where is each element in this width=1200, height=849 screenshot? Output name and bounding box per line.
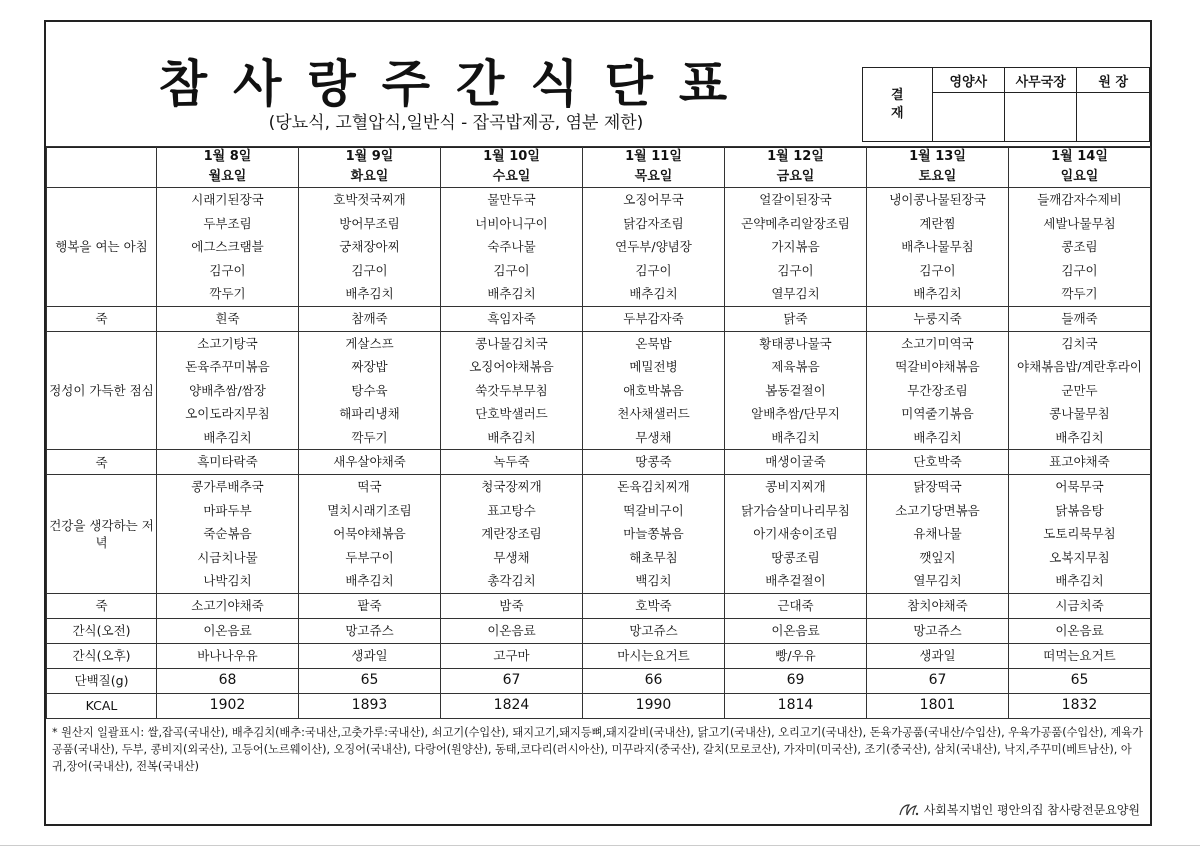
dinner-cell: [441, 475, 583, 594]
breakfast-cell: [299, 188, 441, 307]
menu-item: 방어무조림: [339, 215, 400, 231]
snack-morning-row: [47, 618, 1151, 643]
approval-sign-box: [1077, 93, 1150, 142]
leaf-logo-icon: [898, 803, 920, 817]
breakfast-row: [47, 188, 1151, 307]
snack-afternoon-cell: 떠먹는요거트: [1009, 643, 1151, 668]
menu-item: 마늘쫑볶음: [623, 526, 684, 541]
protein-cell: 67: [867, 668, 1009, 693]
menu-item: 곤약메추리알장조림: [741, 215, 850, 231]
menu-item: 열무김치: [913, 573, 962, 588]
menu-item: 깍두기: [351, 429, 388, 445]
day-date: 1월 9일: [345, 149, 394, 164]
menu-item: 돈육주꾸미볶음: [185, 359, 270, 374]
porridge-cell: 참깨죽: [299, 306, 441, 331]
porridge-cell: 매생이굴죽: [725, 450, 867, 475]
snack-afternoon-cell: 생과일: [867, 643, 1009, 668]
corner-cell: [47, 147, 157, 188]
menu-item: 가지볶음: [771, 239, 820, 254]
organization-signature: [898, 801, 1140, 818]
menu-item: 콩가루배추국: [191, 479, 264, 494]
menu-item: 도토리묵무침: [1043, 526, 1116, 541]
menu-item: 숙주나물: [487, 239, 536, 254]
porridge-cell: 흑임자죽: [441, 306, 583, 331]
snack-afternoon-cell: 생과일: [299, 643, 441, 668]
menu-item: 배추겉절이: [765, 573, 826, 588]
porridge-cell: 새우살야채죽: [299, 450, 441, 475]
menu-item: 김구이: [351, 262, 388, 278]
porridge-cell: 누룽지죽: [867, 306, 1009, 331]
menu-item: 봄동겉절이: [765, 382, 826, 398]
approval-role-director: 원 장: [1077, 68, 1150, 93]
protein-cell: 68: [157, 668, 299, 693]
menu-item: 떡갈비구이: [623, 502, 684, 518]
kcal-cell: 1832: [1009, 693, 1151, 718]
menu-item: 오징어야채볶음: [469, 359, 554, 374]
day-weekday: 화요일: [350, 169, 389, 184]
menu-item: 호박젓국찌개: [333, 192, 406, 207]
breakfast-cell: [1009, 188, 1151, 307]
day-weekday: 일요일: [1060, 169, 1099, 184]
dinner-cell: [299, 475, 441, 594]
protein-cell: 69: [725, 668, 867, 693]
protein-cell: 67: [441, 668, 583, 693]
snack-afternoon-label: 간식(오후): [47, 643, 157, 668]
menu-item: 배추김치: [913, 286, 962, 301]
menu-item: 얼갈이된장국: [759, 192, 832, 207]
menu-item: 김구이: [493, 262, 530, 278]
menu-item: 소고기미역국: [901, 335, 974, 351]
lunch-cell: [725, 331, 867, 450]
lunch-cell: [867, 331, 1009, 450]
menu-item: 시금치나물: [197, 549, 258, 565]
dinner-row: [47, 475, 1151, 594]
menu-item: 닭가슴살미나리무침: [741, 502, 850, 518]
breakfast-label: 행복을 여는 아침: [47, 188, 157, 307]
menu-item: 배추김치: [771, 429, 820, 445]
porridge-cell: 시금치죽: [1009, 593, 1151, 618]
approval-box: [862, 67, 1150, 142]
menu-item: 황태콩나물국: [759, 335, 832, 351]
menu-item: 애호박볶음: [623, 382, 684, 398]
menu-item: 배추김치: [345, 573, 394, 588]
approval-sign-box: [932, 93, 1004, 142]
kcal-cell: 1824: [441, 693, 583, 718]
menu-item: 세발나물무침: [1043, 215, 1116, 231]
porridge-cell: 호박죽: [583, 593, 725, 618]
day-date: 1월 13일: [909, 149, 966, 164]
menu-item: 김구이: [209, 262, 246, 278]
menu-item: 어묵무국: [1055, 479, 1104, 494]
day-header: [299, 147, 441, 188]
day-header: [583, 147, 725, 188]
menu-item: 닭장떡국: [913, 479, 962, 494]
day-weekday: 목요일: [634, 169, 673, 184]
breakfast-cell: [867, 188, 1009, 307]
porridge-cell: 두부감자죽: [583, 306, 725, 331]
menu-item: 총각김치: [487, 573, 536, 588]
menu-item: 해초무침: [629, 549, 678, 565]
menu-item: 야채볶음밥/계란후라이: [1017, 359, 1142, 374]
porridge-cell: 흑미타락죽: [157, 450, 299, 475]
porridge-label: 죽: [47, 450, 157, 475]
menu-item: 두부구이: [345, 549, 394, 565]
menu-item: 깍두기: [209, 286, 246, 301]
menu-item: 닭볶음탕: [1055, 502, 1104, 518]
protein-label: 단백질(g): [47, 668, 157, 693]
snack-morning-cell: 망고쥬스: [867, 618, 1009, 643]
menu-item: 궁채장아찌: [339, 239, 400, 254]
menu-item: 배추나물무침: [901, 239, 974, 254]
menu-item: 무생채: [493, 549, 530, 565]
menu-item: 아기새송이조림: [753, 526, 838, 541]
menu-item: 백김치: [635, 573, 672, 588]
protein-cell: 66: [583, 668, 725, 693]
dinner-cell: [725, 475, 867, 594]
menu-item: 청국장찌개: [481, 479, 542, 494]
menu-item: 배추김치: [913, 429, 962, 445]
day-date: 1월 11일: [625, 149, 682, 164]
menu-item: 천사채샐러드: [617, 406, 690, 421]
page-subtitle: (당뇨식, 고혈압식,일반식 - 잡곡밥제공, 염분 제한): [268, 113, 644, 133]
menu-item: 죽순볶음: [203, 526, 252, 541]
menu-item: 유채나물: [913, 526, 962, 541]
porridge-cell: 팥죽: [299, 593, 441, 618]
snack-morning-cell: 이온음료: [1009, 618, 1151, 643]
day-weekday: 수요일: [492, 169, 531, 184]
page-title: 참사랑주간식단표: [158, 55, 754, 113]
menu-item: 에그스크램블: [191, 239, 264, 254]
date-header-row: [47, 147, 1151, 188]
lunch-cell: [299, 331, 441, 450]
porridge-label: 죽: [47, 306, 157, 331]
kcal-cell: 1902: [157, 693, 299, 718]
approval-sign-box: [1005, 93, 1077, 142]
approval-side-label: 결 재: [863, 68, 933, 142]
kcal-row: [47, 693, 1151, 718]
porridge-cell: 표고야채죽: [1009, 450, 1151, 475]
menu-table: [46, 146, 1151, 719]
menu-item: 소고기탕국: [197, 335, 258, 351]
dinner-cell: [1009, 475, 1151, 594]
menu-item: 소고기당면볶음: [895, 502, 980, 518]
menu-item: 무간장조림: [907, 382, 968, 398]
menu-item: 콩비지찌개: [765, 479, 826, 494]
menu-item: 배추김치: [1055, 573, 1104, 588]
breakfast-cell: [157, 188, 299, 307]
menu-item: 메밀전병: [629, 359, 678, 374]
protein-cell: 65: [1009, 668, 1151, 693]
menu-item: 배추김치: [487, 429, 536, 445]
snack-afternoon-cell: 고구마: [441, 643, 583, 668]
menu-item: 어묵야채볶음: [333, 526, 406, 541]
snack-afternoon-cell: 바나나우유: [157, 643, 299, 668]
menu-item: 콩조림: [1061, 239, 1098, 254]
menu-item: 김구이: [1061, 262, 1098, 278]
day-header: [725, 147, 867, 188]
snack-morning-cell: 이온음료: [441, 618, 583, 643]
snack-afternoon-cell: 마시는요거트: [583, 643, 725, 668]
menu-item: 탕수육: [351, 382, 388, 398]
menu-item: 오이도라지무침: [185, 406, 270, 421]
menu-item: 닭감자조림: [623, 215, 684, 231]
kcal-cell: 1801: [867, 693, 1009, 718]
menu-item: 두부조림: [203, 215, 252, 231]
snack-morning-label: 간식(오전): [47, 618, 157, 643]
dinner-cell: [583, 475, 725, 594]
menu-item: 게살스프: [345, 335, 394, 351]
protein-cell: 65: [299, 668, 441, 693]
kcal-label: KCAL: [47, 693, 157, 718]
porridge-cell: 닭죽: [725, 306, 867, 331]
menu-item: 김구이: [777, 262, 814, 278]
menu-item: 너비아니구이: [475, 215, 548, 231]
menu-item: 배추김치: [1055, 429, 1104, 445]
lunch-row: [47, 331, 1151, 450]
lunch-label: 정성이 가득한 점심: [47, 331, 157, 450]
menu-item: 쑥갓두부무침: [475, 382, 548, 398]
menu-item: 땅콩조림: [771, 549, 820, 565]
menu-item: 온묵밥: [635, 335, 672, 351]
snack-morning-cell: 망고쥬스: [583, 618, 725, 643]
menu-item: 오복지무침: [1049, 549, 1110, 565]
menu-item: 김구이: [635, 262, 672, 278]
menu-item: 짜장밥: [351, 359, 388, 374]
menu-item: 물만두국: [487, 192, 536, 207]
day-date: 1월 12일: [767, 149, 824, 164]
porridge-cell: 밤죽: [441, 593, 583, 618]
scan-edge-line: [0, 845, 1200, 846]
menu-item: 표고탕수: [487, 502, 536, 518]
kcal-cell: 1990: [583, 693, 725, 718]
menu-item: 양배추쌈/쌈장: [189, 382, 266, 398]
breakfast-cell: [583, 188, 725, 307]
day-weekday: 금요일: [776, 169, 815, 184]
menu-item: 계란찜: [919, 215, 956, 231]
snack-morning-cell: 이온음료: [157, 618, 299, 643]
menu-item: 배추김치: [487, 286, 536, 301]
lunch-cell: [157, 331, 299, 450]
menu-item: 마파두부: [203, 502, 252, 518]
menu-item: 제육볶음: [771, 359, 820, 374]
approval-role-manager: 사무국장: [1005, 68, 1077, 93]
menu-item: 배추김치: [345, 286, 394, 301]
day-header: [867, 147, 1009, 188]
approval-role-nutritionist: 영양사: [932, 68, 1004, 93]
porridge-cell: 녹두죽: [441, 450, 583, 475]
menu-item: 오징어무국: [623, 192, 684, 207]
porridge-cell: 흰죽: [157, 306, 299, 331]
menu-item: 배추김치: [629, 286, 678, 301]
dinner-cell: [867, 475, 1009, 594]
menu-item: 무생채: [635, 429, 672, 445]
menu-item: 멸치시래기조림: [327, 502, 412, 518]
lunch-cell: [441, 331, 583, 450]
menu-item: 돈육김치찌개: [617, 479, 690, 494]
dinner-label: 건강을 생각하는 저녁: [47, 475, 157, 594]
menu-item: 미역줄기볶음: [901, 406, 974, 421]
menu-item: 콩나물김치국: [475, 335, 548, 351]
day-date: 1월 8일: [203, 149, 252, 164]
menu-item: 시래기된장국: [191, 192, 264, 207]
menu-item: 알배추쌈/단무지: [751, 406, 840, 421]
breakfast-cell: [441, 188, 583, 307]
day-header: [1009, 147, 1151, 188]
menu-item: 깍두기: [1061, 286, 1098, 301]
porridge-cell: 근대죽: [725, 593, 867, 618]
porridge-row: [47, 450, 1151, 475]
header: [46, 22, 1150, 148]
menu-item: 나박김치: [203, 573, 252, 588]
menu-sheet: [44, 20, 1152, 826]
menu-item: 계란장조림: [481, 526, 542, 541]
origin-note: * 원산지 일괄표시: 쌀,잡곡(국내산), 배추김치(배추:국내산,고춧가루:국내산), 쇠고기(수입산), 돼지고기,돼지등뼈,돼지갈비(국내산), 닭고기(국내산), 오리고기(국내산), 돈육가공품(국내산/수입산), 우육가공품(수입산), 계육가공품(국내산), 두부, 콩비지(외국산), 고등어(노르웨이산), 오징어(국내산), 다랑어(원양산), 동태,코다리(러시아산), 미꾸라지(중국산), 갈치(모로코산), 가자미(미국산), 조기(중국산), 삼치(국내산), 낙지,주꾸미(베트남산), 아귀,장어(국내산), 전복(국내산): [52, 726, 1143, 773]
porridge-label: 죽: [47, 593, 157, 618]
porridge-cell: 참치야채죽: [867, 593, 1009, 618]
dinner-cell: [157, 475, 299, 594]
snack-morning-cell: 망고쥬스: [299, 618, 441, 643]
kcal-cell: 1814: [725, 693, 867, 718]
menu-item: 떡국: [357, 479, 382, 494]
porridge-row: [47, 306, 1151, 331]
porridge-cell: 들깨죽: [1009, 306, 1151, 331]
menu-item: 들깨감자수제비: [1037, 192, 1122, 207]
porridge-row: [47, 593, 1151, 618]
kcal-cell: 1893: [299, 693, 441, 718]
porridge-cell: 단호박죽: [867, 450, 1009, 475]
organization-name: 사회복지법인 평안의집 참사랑전문요양원: [923, 803, 1140, 817]
day-date: 1월 10일: [483, 149, 540, 164]
menu-item: 냉이콩나물된장국: [889, 192, 986, 207]
day-weekday: 월요일: [208, 169, 247, 184]
day-header: [441, 147, 583, 188]
menu-item: 깻잎지: [919, 549, 956, 565]
day-header: [157, 147, 299, 188]
menu-item: 연두부/양념장: [615, 239, 692, 254]
menu-item: 열무김치: [771, 286, 820, 301]
menu-item: 김치국: [1061, 335, 1098, 351]
day-weekday: 토요일: [918, 169, 957, 184]
breakfast-cell: [725, 188, 867, 307]
menu-item: 김구이: [919, 262, 956, 278]
porridge-cell: 소고기야채죽: [157, 593, 299, 618]
snack-afternoon-cell: 빵/우유: [725, 643, 867, 668]
porridge-cell: 땅콩죽: [583, 450, 725, 475]
menu-item: 배추김치: [203, 429, 252, 445]
menu-item: 떡갈비야채볶음: [895, 359, 980, 374]
day-date: 1월 14일: [1051, 149, 1108, 164]
snack-morning-cell: 이온음료: [725, 618, 867, 643]
protein-row: [47, 668, 1151, 693]
lunch-cell: [583, 331, 725, 450]
menu-item: 해파리냉채: [339, 406, 400, 421]
snack-afternoon-row: [47, 643, 1151, 668]
menu-item: 콩나물무침: [1049, 406, 1110, 421]
menu-item: 군만두: [1061, 382, 1098, 398]
lunch-cell: [1009, 331, 1151, 450]
menu-item: 단호박샐러드: [475, 406, 548, 421]
